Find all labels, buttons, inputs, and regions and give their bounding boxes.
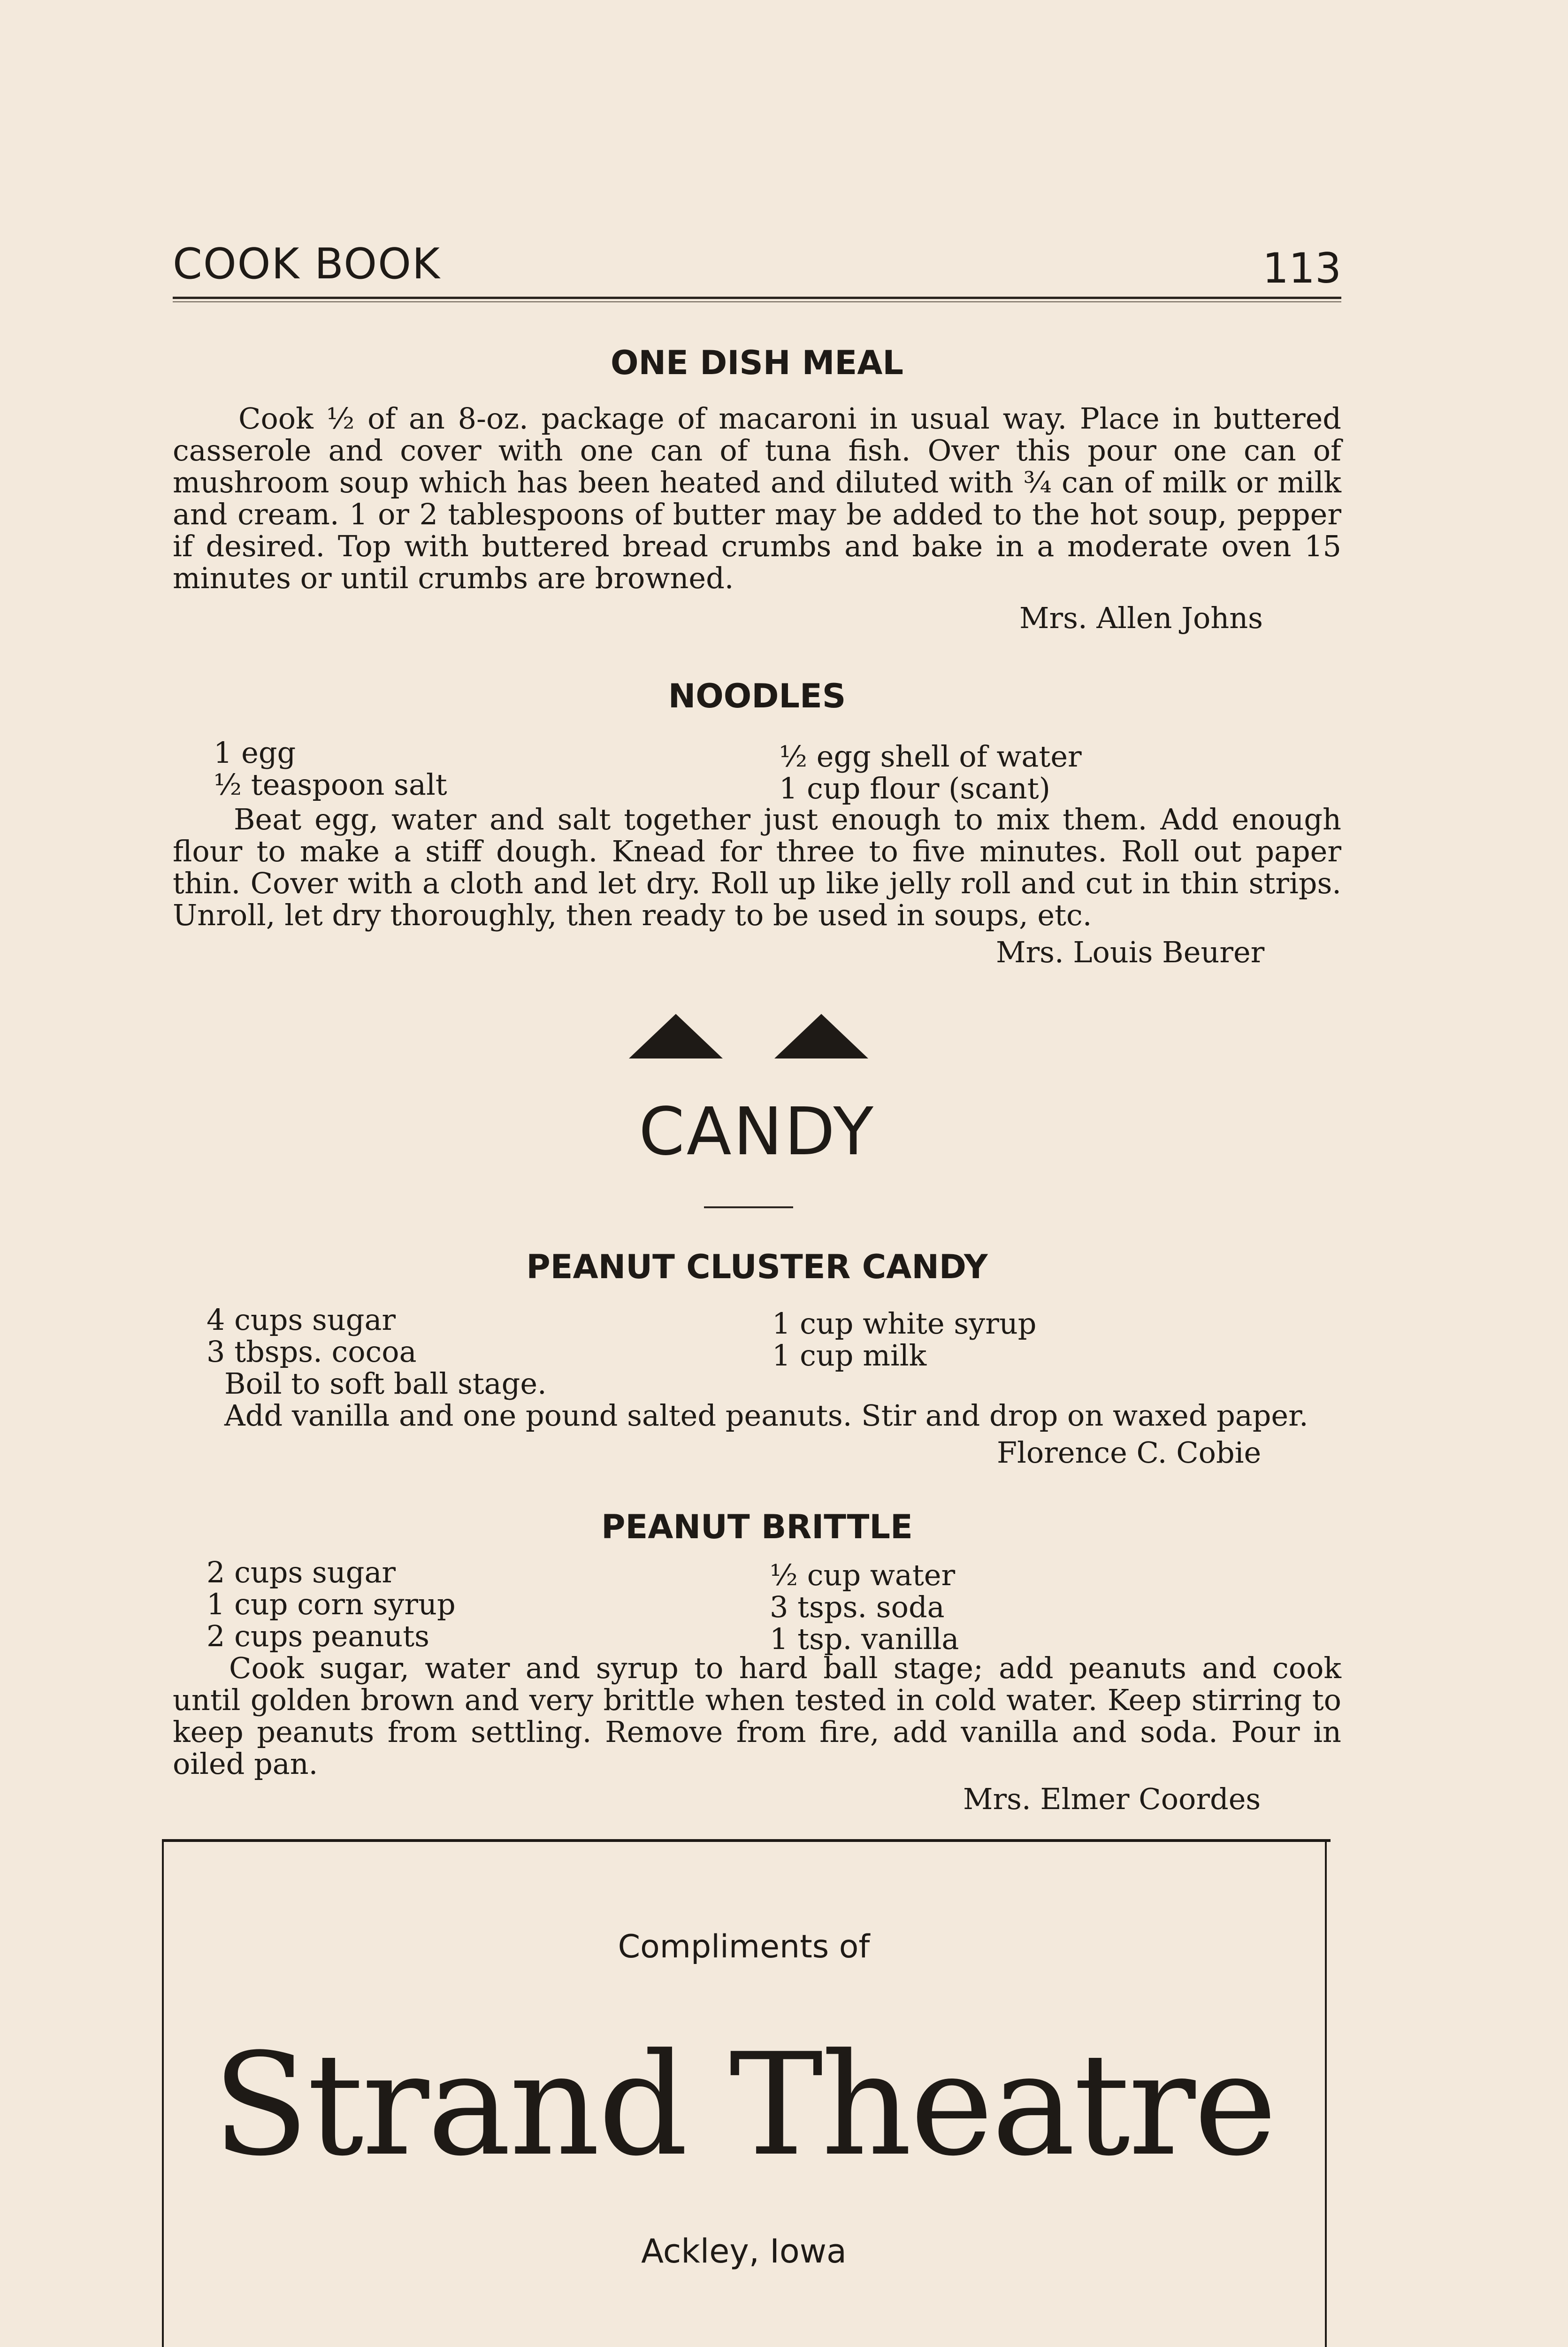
recipe-title-one-dish-meal: ONE DISH MEAL: [610, 344, 904, 382]
ingredients-left-peanut-cluster: 4 cups sugar 3 tbsps. cocoa: [207, 1303, 417, 1369]
recipe-title-peanut-brittle: PEANUT BRITTLE: [601, 1508, 913, 1546]
recipe-body-peanut-brittle: Cook sugar, water and syrup to hard ball stage; add peanuts and cook until golden brown and very brittle when tested in cold water. Keep stirring to keep peanuts from settling. Remove from fire, add vanilla and soda. Pour in oiled pan.: [173, 1651, 1341, 1781]
recipe-credit-peanut-brittle: Mrs. Elmer Coordes: [963, 1782, 1261, 1816]
recipe-credit-one-dish-meal: Mrs. Allen Johns: [1019, 601, 1263, 635]
page-number: 113: [1262, 244, 1341, 292]
recipe-body-peanut-cluster: Boil to soft ball stage. Add vanilla and one pound salted peanuts. Stir and drop on waxed paper.: [224, 1366, 1308, 1433]
ad-location: Ackley, Iowa: [641, 2232, 847, 2270]
ad-business-name: Strand Theatre: [212, 2023, 1276, 2187]
decorative-triangles-icon: [629, 1009, 873, 1061]
recipe-credit-peanut-cluster: Florence C. Cobie: [997, 1435, 1262, 1470]
recipe-title-peanut-cluster: PEANUT CLUSTER CANDY: [526, 1248, 988, 1286]
section-heading: CANDY: [639, 1094, 875, 1170]
recipe-body-one-dish-meal: Cook ½ of an 8-oz. package of macaroni in usual way. Place in buttered casserole and cover with one can of tuna fish. Over this pour one can of mushroom soup which has been heated and diluted with ¾ can of milk or milk and cream. 1 or 2 tablespoons of butter may be added to the hot soup, pepper if desired. Top with buttered bread crumbs and bake in a moderate oven 15 minutes or until crumbs are browned.: [173, 401, 1341, 595]
ingredients-right-noodles: ½ egg shell of water 1 cup flour (scant): [779, 739, 1082, 805]
recipe-body-noodles: Beat egg, water and salt together just enough to mix them. Add enough flour to make a stiff dough. Knead for three to five minutes. Roll out paper thin. Cover with a cloth and let dry. Roll up like jelly roll and cut in thin strips. Unroll, let dry thoroughly, then ready to be used in soups, etc.: [173, 802, 1341, 932]
ingredients-left-noodles: 1 egg ½ teaspoon salt: [214, 736, 447, 802]
header-rule-thin: [173, 301, 1341, 302]
ingredients-right-peanut-cluster: 1 cup white syrup 1 cup milk: [772, 1306, 1037, 1373]
header-rule: [173, 297, 1341, 299]
running-header: COOK BOOK: [173, 239, 441, 289]
ad-compliments: Compliments of: [618, 1928, 870, 1965]
section-rule: [704, 1206, 793, 1208]
recipe-credit-noodles: Mrs. Louis Beurer: [996, 935, 1265, 969]
recipe-title-noodles: NOODLES: [668, 677, 846, 715]
ad-border-top: [162, 1839, 1331, 1842]
ingredients-left-peanut-brittle: 2 cups sugar 1 cup corn syrup 2 cups peanuts: [207, 1555, 456, 1653]
ingredients-right-peanut-brittle: ½ cup water 3 tsps. soda 1 tsp. vanilla: [770, 1558, 959, 1656]
